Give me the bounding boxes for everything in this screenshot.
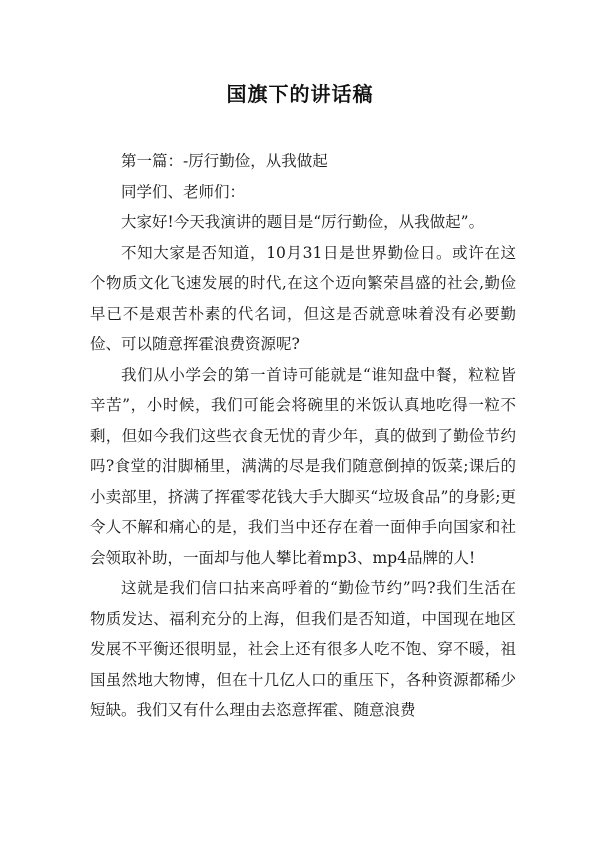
document-body bbox=[90, 146, 516, 726]
document-title: 国旗下的讲话稿 bbox=[226, 82, 374, 106]
body-paragraph: 我们从小学会的第一首诗可能就是“谁知盘中餐，粒粒皆辛苦”，小时候，我们可能会将碗里的米饭认真地吃得一粒不剩，但如今我们这些衣食无忧的青少年，真的做到了勤俭节约吗?食堂的泔脚桶里，满满的尽是我们随意倒掉的饭菜;课后的小卖部里，挤满了挥霍零花钱大手大脚买“垃圾食品”的身影;更令人不解和痛心的是，我们当中还存在着一面伸手向国家和社会领取补助，一面却与他人攀比着mp3、mp4品牌的人! bbox=[90, 365, 516, 567]
salutation: 同学们、老师们： bbox=[121, 182, 246, 201]
body-paragraph: 这就是我们信口拈来高呼着的“勤俭节约”吗?我们生活在物质发达、福利充分的上海，但我们是否知道，中国现在地区发展不平衡还很明显，社会上还有很多人吃不饱、穿不暖，祖国虽然地大物博，但在十几亿人口的重压下，各种资源都稀少短缺。我们又有什么理由去恣意挥霍、随意浪费 bbox=[90, 579, 516, 719]
body-paragraph: 不知大家是否知道，10月31日是世界勤俭日。或许在这个物质文化飞速发展的时代,在这个迈向繁荣昌盛的社会,勤俭早已不是艰苦朴素的代名词，但这是否就意味着没有必要勤俭、可以随意挥霍浪费资源呢? bbox=[90, 243, 516, 353]
greeting-paragraph: 大家好!今天我演讲的题目是“厉行勤俭，从我做起”。 bbox=[121, 213, 485, 231]
section-heading: 第一篇：-厉行勤俭，从我做起 bbox=[121, 152, 328, 170]
